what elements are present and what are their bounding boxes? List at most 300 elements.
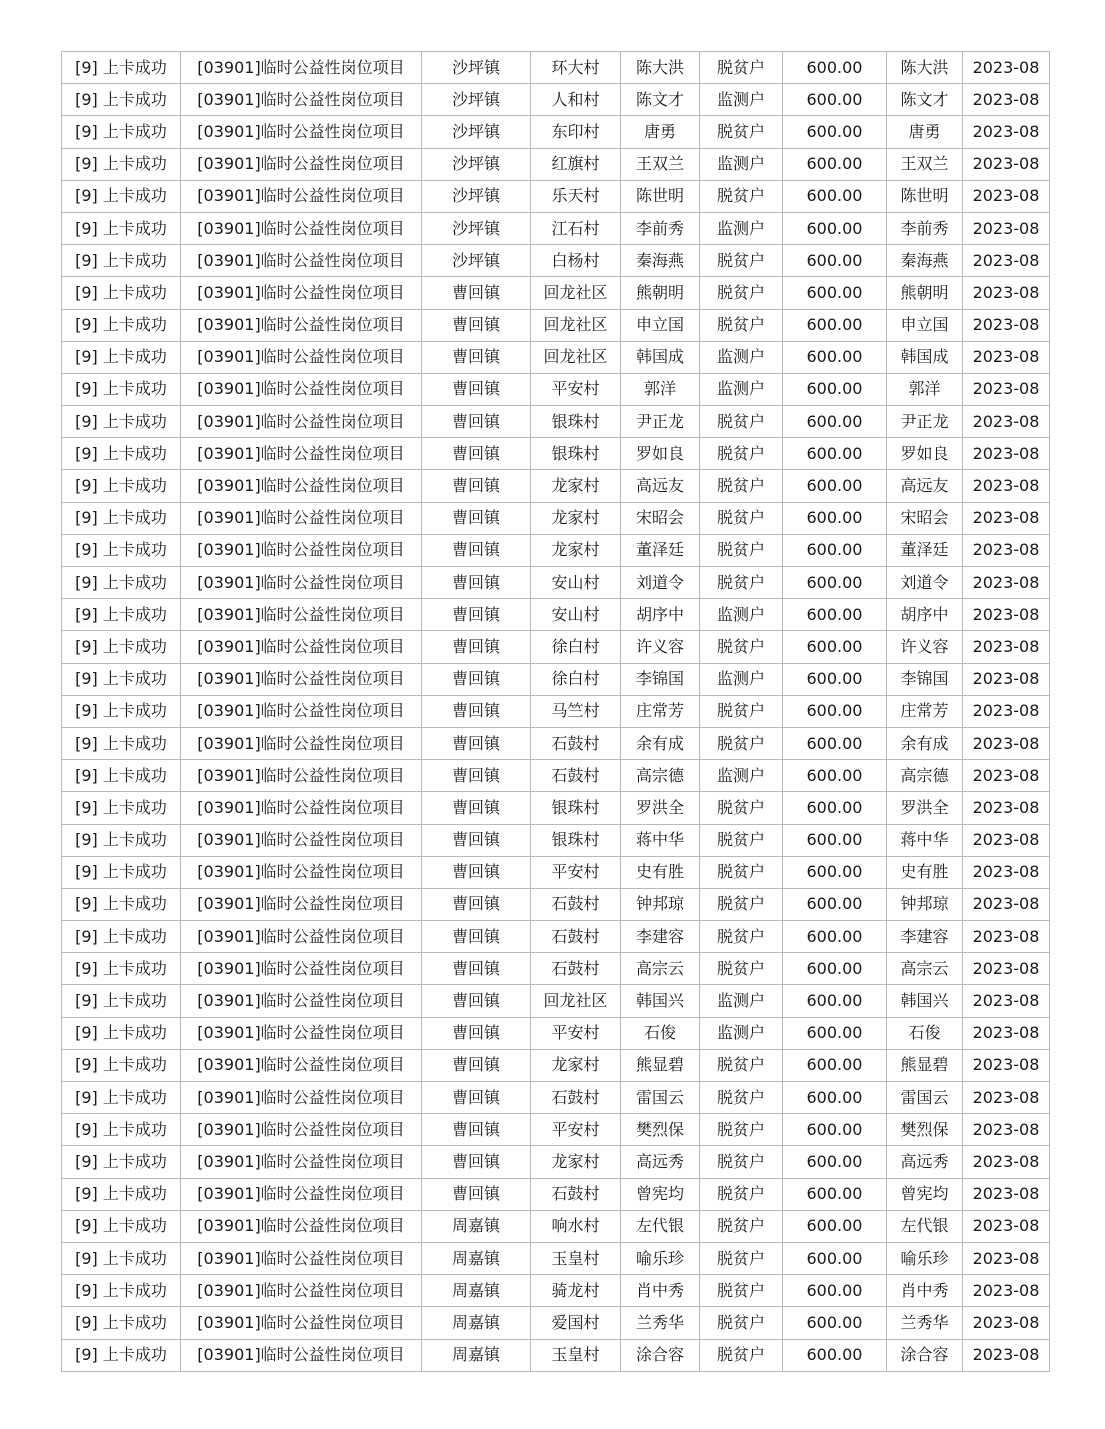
- amount-cell: 600.00: [783, 52, 887, 84]
- name-cell: 申立国: [621, 309, 700, 341]
- household-type-cell: 脱贫户: [700, 180, 783, 212]
- status-cell: [9] 上卡成功: [62, 470, 181, 502]
- name-cell: 李前秀: [621, 212, 700, 244]
- town-cell: 曹回镇: [422, 373, 531, 405]
- name-cell: 钟邦琼: [621, 888, 700, 920]
- household-type-cell: 监测户: [700, 1017, 783, 1049]
- status-cell: [9] 上卡成功: [62, 792, 181, 824]
- period-cell: 2023-08: [963, 502, 1050, 534]
- town-cell: 曹回镇: [422, 695, 531, 727]
- name-cell: 陈大洪: [621, 52, 700, 84]
- period-cell: 2023-08: [963, 438, 1050, 470]
- village-cell: 回龙社区: [531, 309, 621, 341]
- project-cell: [03901]临时公益性岗位项目: [181, 953, 422, 985]
- status-cell: [9] 上卡成功: [62, 1017, 181, 1049]
- town-cell: 曹回镇: [422, 792, 531, 824]
- name-cell: 罗洪全: [621, 792, 700, 824]
- table-row: [62, 631, 1050, 663]
- household-type-cell: 脱贫户: [700, 1114, 783, 1146]
- name-cell: 韩国成: [621, 341, 700, 373]
- payee-cell: 郭洋: [887, 373, 963, 405]
- payee-cell: 陈文才: [887, 84, 963, 116]
- amount-cell: 600.00: [783, 1178, 887, 1210]
- status-cell: [9] 上卡成功: [62, 1242, 181, 1274]
- town-cell: 曹回镇: [422, 953, 531, 985]
- town-cell: 周嘉镇: [422, 1307, 531, 1339]
- household-type-cell: 脱贫户: [700, 1146, 783, 1178]
- name-cell: 韩国兴: [621, 985, 700, 1017]
- name-cell: 高远秀: [621, 1146, 700, 1178]
- town-cell: 曹回镇: [422, 1049, 531, 1081]
- name-cell: 唐勇: [621, 116, 700, 148]
- amount-cell: 600.00: [783, 695, 887, 727]
- payee-cell: 韩国成: [887, 341, 963, 373]
- town-cell: 曹回镇: [422, 921, 531, 953]
- table-row: [62, 663, 1050, 695]
- town-cell: 沙坪镇: [422, 52, 531, 84]
- village-cell: 银珠村: [531, 792, 621, 824]
- amount-cell: 600.00: [783, 921, 887, 953]
- village-cell: 玉皇村: [531, 1339, 621, 1371]
- status-cell: [9] 上卡成功: [62, 953, 181, 985]
- town-cell: 曹回镇: [422, 470, 531, 502]
- name-cell: 郭洋: [621, 373, 700, 405]
- amount-cell: 600.00: [783, 212, 887, 244]
- period-cell: 2023-08: [963, 567, 1050, 599]
- status-cell: [9] 上卡成功: [62, 116, 181, 148]
- town-cell: 曹回镇: [422, 663, 531, 695]
- amount-cell: 600.00: [783, 727, 887, 759]
- payee-cell: 罗洪全: [887, 792, 963, 824]
- name-cell: 宋昭会: [621, 502, 700, 534]
- project-cell: [03901]临时公益性岗位项目: [181, 373, 422, 405]
- payee-cell: 左代银: [887, 1210, 963, 1242]
- status-cell: [9] 上卡成功: [62, 824, 181, 856]
- period-cell: 2023-08: [963, 760, 1050, 792]
- period-cell: 2023-08: [963, 180, 1050, 212]
- household-type-cell: 监测户: [700, 148, 783, 180]
- village-cell: 人和村: [531, 84, 621, 116]
- period-cell: 2023-08: [963, 1114, 1050, 1146]
- amount-cell: 600.00: [783, 341, 887, 373]
- project-cell: [03901]临时公益性岗位项目: [181, 52, 422, 84]
- status-cell: [9] 上卡成功: [62, 1210, 181, 1242]
- town-cell: 曹回镇: [422, 438, 531, 470]
- payee-cell: 钟邦琼: [887, 888, 963, 920]
- village-cell: 环大村: [531, 52, 621, 84]
- village-cell: 石鼓村: [531, 727, 621, 759]
- household-type-cell: 脱贫户: [700, 245, 783, 277]
- amount-cell: 600.00: [783, 663, 887, 695]
- name-cell: 董泽廷: [621, 534, 700, 566]
- household-type-cell: 脱贫户: [700, 1275, 783, 1307]
- table-row: [62, 438, 1050, 470]
- village-cell: 银珠村: [531, 824, 621, 856]
- payee-cell: 陈世明: [887, 180, 963, 212]
- period-cell: 2023-08: [963, 1082, 1050, 1114]
- table-row: [62, 1275, 1050, 1307]
- period-cell: 2023-08: [963, 1210, 1050, 1242]
- project-cell: [03901]临时公益性岗位项目: [181, 727, 422, 759]
- status-cell: [9] 上卡成功: [62, 567, 181, 599]
- amount-cell: 600.00: [783, 373, 887, 405]
- household-type-cell: 脱贫户: [700, 1210, 783, 1242]
- table-row: [62, 534, 1050, 566]
- village-cell: 龙家村: [531, 470, 621, 502]
- payee-cell: 兰秀华: [887, 1307, 963, 1339]
- status-cell: [9] 上卡成功: [62, 1307, 181, 1339]
- project-cell: [03901]临时公益性岗位项目: [181, 1178, 422, 1210]
- town-cell: 沙坪镇: [422, 245, 531, 277]
- village-cell: 玉皇村: [531, 1242, 621, 1274]
- project-cell: [03901]临时公益性岗位项目: [181, 1210, 422, 1242]
- household-type-cell: 脱贫户: [700, 502, 783, 534]
- household-type-cell: 脱贫户: [700, 52, 783, 84]
- status-cell: [9] 上卡成功: [62, 760, 181, 792]
- table-row: [62, 180, 1050, 212]
- name-cell: 李锦国: [621, 663, 700, 695]
- amount-cell: 600.00: [783, 470, 887, 502]
- period-cell: 2023-08: [963, 373, 1050, 405]
- amount-cell: 600.00: [783, 1146, 887, 1178]
- village-cell: 龙家村: [531, 1146, 621, 1178]
- table-row: [62, 760, 1050, 792]
- household-type-cell: 监测户: [700, 212, 783, 244]
- payee-cell: 高远友: [887, 470, 963, 502]
- amount-cell: 600.00: [783, 1275, 887, 1307]
- table-row: [62, 373, 1050, 405]
- village-cell: 石鼓村: [531, 1178, 621, 1210]
- village-cell: 平安村: [531, 373, 621, 405]
- table-row: [62, 148, 1050, 180]
- amount-cell: 600.00: [783, 1339, 887, 1371]
- period-cell: 2023-08: [963, 631, 1050, 663]
- table-row: [62, 792, 1050, 824]
- status-cell: [9] 上卡成功: [62, 373, 181, 405]
- table-row: [62, 502, 1050, 534]
- table-row: [62, 245, 1050, 277]
- payee-cell: 庄常芳: [887, 695, 963, 727]
- payee-cell: 秦海燕: [887, 245, 963, 277]
- household-type-cell: 脱贫户: [700, 1242, 783, 1274]
- table-row: [62, 212, 1050, 244]
- period-cell: 2023-08: [963, 116, 1050, 148]
- period-cell: 2023-08: [963, 277, 1050, 309]
- payee-cell: 李前秀: [887, 212, 963, 244]
- household-type-cell: 脱贫户: [700, 824, 783, 856]
- household-type-cell: 脱贫户: [700, 438, 783, 470]
- village-cell: 平安村: [531, 1017, 621, 1049]
- payee-cell: 曾宪均: [887, 1178, 963, 1210]
- table-row: [62, 599, 1050, 631]
- village-cell: 回龙社区: [531, 277, 621, 309]
- name-cell: 罗如良: [621, 438, 700, 470]
- status-cell: [9] 上卡成功: [62, 502, 181, 534]
- project-cell: [03901]临时公益性岗位项目: [181, 406, 422, 438]
- project-cell: [03901]临时公益性岗位项目: [181, 309, 422, 341]
- town-cell: 曹回镇: [422, 502, 531, 534]
- payee-cell: 尹正龙: [887, 406, 963, 438]
- amount-cell: 600.00: [783, 148, 887, 180]
- period-cell: 2023-08: [963, 1242, 1050, 1274]
- name-cell: 兰秀华: [621, 1307, 700, 1339]
- town-cell: 周嘉镇: [422, 1210, 531, 1242]
- town-cell: 周嘉镇: [422, 1339, 531, 1371]
- village-cell: 白杨村: [531, 245, 621, 277]
- period-cell: 2023-08: [963, 52, 1050, 84]
- payee-cell: 陈大洪: [887, 52, 963, 84]
- project-cell: [03901]临时公益性岗位项目: [181, 341, 422, 373]
- household-type-cell: 脱贫户: [700, 277, 783, 309]
- period-cell: 2023-08: [963, 824, 1050, 856]
- name-cell: 石俊: [621, 1017, 700, 1049]
- name-cell: 喻乐珍: [621, 1242, 700, 1274]
- payee-cell: 高宗德: [887, 760, 963, 792]
- village-cell: 龙家村: [531, 502, 621, 534]
- period-cell: 2023-08: [963, 921, 1050, 953]
- payee-cell: 石俊: [887, 1017, 963, 1049]
- payee-cell: 余有成: [887, 727, 963, 759]
- village-cell: 安山村: [531, 567, 621, 599]
- village-cell: 石鼓村: [531, 760, 621, 792]
- status-cell: [9] 上卡成功: [62, 277, 181, 309]
- household-type-cell: 脱贫户: [700, 631, 783, 663]
- town-cell: 曹回镇: [422, 760, 531, 792]
- payee-cell: 韩国兴: [887, 985, 963, 1017]
- amount-cell: 600.00: [783, 1082, 887, 1114]
- project-cell: [03901]临时公益性岗位项目: [181, 502, 422, 534]
- amount-cell: 600.00: [783, 406, 887, 438]
- name-cell: 高宗德: [621, 760, 700, 792]
- amount-cell: 600.00: [783, 631, 887, 663]
- status-cell: [9] 上卡成功: [62, 695, 181, 727]
- table-row: [62, 1146, 1050, 1178]
- table-row: [62, 1242, 1050, 1274]
- town-cell: 沙坪镇: [422, 212, 531, 244]
- town-cell: 曹回镇: [422, 1178, 531, 1210]
- project-cell: [03901]临时公益性岗位项目: [181, 438, 422, 470]
- household-type-cell: 脱贫户: [700, 1049, 783, 1081]
- household-type-cell: 脱贫户: [700, 309, 783, 341]
- name-cell: 蒋中华: [621, 824, 700, 856]
- table-row: [62, 1307, 1050, 1339]
- household-type-cell: 监测户: [700, 341, 783, 373]
- amount-cell: 600.00: [783, 1307, 887, 1339]
- household-type-cell: 脱贫户: [700, 1339, 783, 1371]
- status-cell: [9] 上卡成功: [62, 985, 181, 1017]
- village-cell: 石鼓村: [531, 1082, 621, 1114]
- payee-cell: 史有胜: [887, 856, 963, 888]
- village-cell: 安山村: [531, 599, 621, 631]
- table-row: [62, 470, 1050, 502]
- period-cell: 2023-08: [963, 1339, 1050, 1371]
- table-row: [62, 856, 1050, 888]
- town-cell: 曹回镇: [422, 309, 531, 341]
- project-cell: [03901]临时公益性岗位项目: [181, 1339, 422, 1371]
- table-row: [62, 116, 1050, 148]
- village-cell: 回龙社区: [531, 341, 621, 373]
- status-cell: [9] 上卡成功: [62, 534, 181, 566]
- status-cell: [9] 上卡成功: [62, 1082, 181, 1114]
- status-cell: [9] 上卡成功: [62, 1049, 181, 1081]
- name-cell: 涂合容: [621, 1339, 700, 1371]
- name-cell: 熊朝明: [621, 277, 700, 309]
- household-type-cell: 监测户: [700, 373, 783, 405]
- town-cell: 曹回镇: [422, 856, 531, 888]
- name-cell: 秦海燕: [621, 245, 700, 277]
- payee-cell: 唐勇: [887, 116, 963, 148]
- status-cell: [9] 上卡成功: [62, 663, 181, 695]
- project-cell: [03901]临时公益性岗位项目: [181, 856, 422, 888]
- status-cell: [9] 上卡成功: [62, 856, 181, 888]
- period-cell: 2023-08: [963, 663, 1050, 695]
- amount-cell: 600.00: [783, 953, 887, 985]
- status-cell: [9] 上卡成功: [62, 341, 181, 373]
- household-type-cell: 监测户: [700, 84, 783, 116]
- town-cell: 曹回镇: [422, 599, 531, 631]
- name-cell: 刘道令: [621, 567, 700, 599]
- amount-cell: 600.00: [783, 116, 887, 148]
- village-cell: 东印村: [531, 116, 621, 148]
- status-cell: [9] 上卡成功: [62, 1114, 181, 1146]
- period-cell: 2023-08: [963, 341, 1050, 373]
- period-cell: 2023-08: [963, 1146, 1050, 1178]
- household-type-cell: 监测户: [700, 985, 783, 1017]
- status-cell: [9] 上卡成功: [62, 1146, 181, 1178]
- household-type-cell: 脱贫户: [700, 567, 783, 599]
- period-cell: 2023-08: [963, 534, 1050, 566]
- status-cell: [9] 上卡成功: [62, 212, 181, 244]
- village-cell: 骑龙村: [531, 1275, 621, 1307]
- status-cell: [9] 上卡成功: [62, 309, 181, 341]
- town-cell: 曹回镇: [422, 1114, 531, 1146]
- project-cell: [03901]临时公益性岗位项目: [181, 599, 422, 631]
- project-cell: [03901]临时公益性岗位项目: [181, 1307, 422, 1339]
- table-row: [62, 1178, 1050, 1210]
- village-cell: 银珠村: [531, 406, 621, 438]
- household-type-cell: 监测户: [700, 760, 783, 792]
- status-cell: [9] 上卡成功: [62, 599, 181, 631]
- household-type-cell: 脱贫户: [700, 953, 783, 985]
- amount-cell: 600.00: [783, 277, 887, 309]
- name-cell: 庄常芳: [621, 695, 700, 727]
- project-cell: [03901]临时公益性岗位项目: [181, 760, 422, 792]
- period-cell: 2023-08: [963, 1049, 1050, 1081]
- table-row: [62, 824, 1050, 856]
- town-cell: 曹回镇: [422, 631, 531, 663]
- period-cell: 2023-08: [963, 856, 1050, 888]
- project-cell: [03901]临时公益性岗位项目: [181, 567, 422, 599]
- name-cell: 雷国云: [621, 1082, 700, 1114]
- table-row: [62, 888, 1050, 920]
- payee-cell: 王双兰: [887, 148, 963, 180]
- town-cell: 沙坪镇: [422, 116, 531, 148]
- table-row: [62, 567, 1050, 599]
- project-cell: [03901]临时公益性岗位项目: [181, 1017, 422, 1049]
- project-cell: [03901]临时公益性岗位项目: [181, 148, 422, 180]
- payee-cell: 肖中秀: [887, 1275, 963, 1307]
- payee-cell: 雷国云: [887, 1082, 963, 1114]
- village-cell: 平安村: [531, 856, 621, 888]
- period-cell: 2023-08: [963, 1307, 1050, 1339]
- amount-cell: 600.00: [783, 856, 887, 888]
- table-row: [62, 341, 1050, 373]
- name-cell: 余有成: [621, 727, 700, 759]
- project-cell: [03901]临时公益性岗位项目: [181, 695, 422, 727]
- name-cell: 陈文才: [621, 84, 700, 116]
- village-cell: 江石村: [531, 212, 621, 244]
- period-cell: 2023-08: [963, 470, 1050, 502]
- table-row: [62, 52, 1050, 84]
- period-cell: 2023-08: [963, 1275, 1050, 1307]
- household-type-cell: 脱贫户: [700, 695, 783, 727]
- amount-cell: 600.00: [783, 1049, 887, 1081]
- amount-cell: 600.00: [783, 309, 887, 341]
- household-type-cell: 脱贫户: [700, 1178, 783, 1210]
- name-cell: 左代银: [621, 1210, 700, 1242]
- household-type-cell: 脱贫户: [700, 888, 783, 920]
- name-cell: 曾宪均: [621, 1178, 700, 1210]
- status-cell: [9] 上卡成功: [62, 148, 181, 180]
- project-cell: [03901]临时公益性岗位项目: [181, 792, 422, 824]
- village-cell: 石鼓村: [531, 921, 621, 953]
- table-row: [62, 953, 1050, 985]
- village-cell: 红旗村: [531, 148, 621, 180]
- status-cell: [9] 上卡成功: [62, 727, 181, 759]
- village-cell: 石鼓村: [531, 953, 621, 985]
- project-cell: [03901]临时公益性岗位项目: [181, 631, 422, 663]
- project-cell: [03901]临时公益性岗位项目: [181, 1082, 422, 1114]
- payee-cell: 李锦国: [887, 663, 963, 695]
- household-type-cell: 监测户: [700, 663, 783, 695]
- project-cell: [03901]临时公益性岗位项目: [181, 824, 422, 856]
- household-type-cell: 脱贫户: [700, 470, 783, 502]
- table-row: [62, 727, 1050, 759]
- payee-cell: 樊烈保: [887, 1114, 963, 1146]
- table-row: [62, 1082, 1050, 1114]
- amount-cell: 600.00: [783, 1210, 887, 1242]
- period-cell: 2023-08: [963, 599, 1050, 631]
- period-cell: 2023-08: [963, 148, 1050, 180]
- payee-cell: 宋昭会: [887, 502, 963, 534]
- payee-cell: 喻乐珍: [887, 1242, 963, 1274]
- table-row: [62, 277, 1050, 309]
- amount-cell: 600.00: [783, 985, 887, 1017]
- period-cell: 2023-08: [963, 1178, 1050, 1210]
- table-row: [62, 1339, 1050, 1371]
- town-cell: 周嘉镇: [422, 1242, 531, 1274]
- payee-cell: 涂合容: [887, 1339, 963, 1371]
- table-row: [62, 406, 1050, 438]
- household-type-cell: 脱贫户: [700, 792, 783, 824]
- amount-cell: 600.00: [783, 438, 887, 470]
- village-cell: 乐天村: [531, 180, 621, 212]
- household-type-cell: 脱贫户: [700, 1082, 783, 1114]
- project-cell: [03901]临时公益性岗位项目: [181, 245, 422, 277]
- village-cell: 徐白村: [531, 663, 621, 695]
- name-cell: 李建容: [621, 921, 700, 953]
- name-cell: 王双兰: [621, 148, 700, 180]
- project-cell: [03901]临时公益性岗位项目: [181, 84, 422, 116]
- town-cell: 周嘉镇: [422, 1275, 531, 1307]
- project-cell: [03901]临时公益性岗位项目: [181, 212, 422, 244]
- name-cell: 尹正龙: [621, 406, 700, 438]
- payee-cell: 熊显碧: [887, 1049, 963, 1081]
- project-cell: [03901]临时公益性岗位项目: [181, 1275, 422, 1307]
- status-cell: [9] 上卡成功: [62, 1178, 181, 1210]
- town-cell: 曹回镇: [422, 1082, 531, 1114]
- payee-cell: 罗如良: [887, 438, 963, 470]
